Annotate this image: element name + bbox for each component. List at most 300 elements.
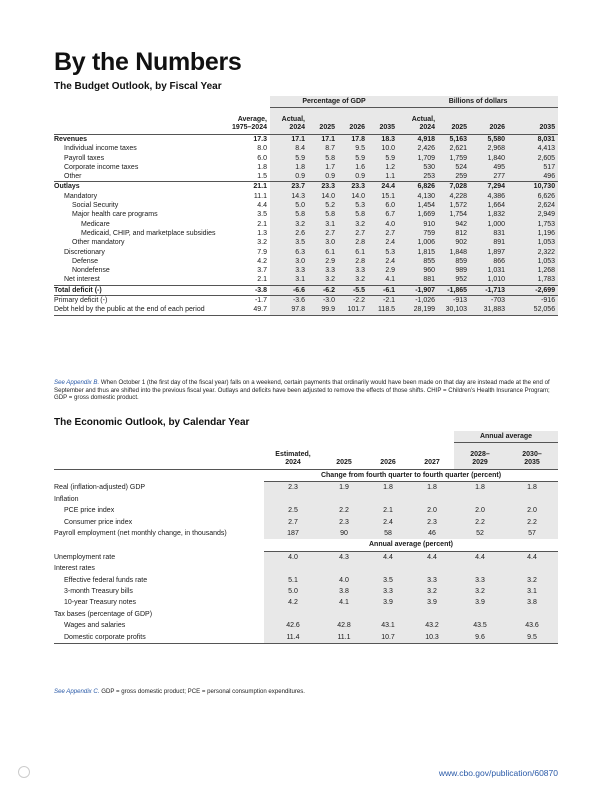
row-label: Wages and salaries	[64, 622, 126, 630]
table-cell: 5,580	[470, 135, 508, 145]
row-label: Total deficit (-)	[54, 285, 222, 295]
column-header: Average, 1975–2024	[222, 108, 270, 135]
table-cell: -6.1	[368, 285, 398, 295]
table-cell: 15.1	[368, 192, 398, 201]
page-title: By the Numbers	[54, 48, 242, 76]
table-cell: 517	[508, 163, 558, 172]
table-cell: -1,713	[470, 285, 508, 295]
table-cell	[264, 494, 322, 505]
table-cell: 4.4	[506, 551, 558, 563]
table-cell: 1,000	[470, 220, 508, 229]
table-row	[54, 163, 558, 172]
table-cell: 2,949	[508, 210, 558, 219]
table-cell: 4.2	[257, 257, 267, 265]
table-cell: 28,199	[398, 305, 438, 315]
table-cell: 3.9	[454, 597, 506, 608]
table-cell: 11.1	[253, 192, 267, 200]
table-cell: 2.3	[322, 517, 366, 528]
table-cell: 2,426	[398, 144, 438, 153]
table-cell: 2.8	[338, 257, 368, 266]
row-label: Outlays	[54, 182, 222, 192]
table-cell: 1,006	[398, 238, 438, 247]
section-header: Annual average (percent)	[264, 539, 558, 551]
table-cell: 23.7	[270, 182, 308, 192]
table-cell: 3.9	[410, 597, 454, 608]
table-cell: 891	[470, 238, 508, 247]
table-cell: 1.8	[410, 482, 454, 494]
table-cell: 11.4	[264, 632, 322, 644]
table-cell	[506, 563, 558, 574]
table-row	[54, 305, 558, 315]
table-cell: 5.9	[270, 154, 308, 163]
table-cell: 14.3	[270, 192, 308, 201]
table-cell: 7,028	[438, 182, 470, 192]
table-cell: 831	[470, 229, 508, 238]
table-cell: 43.5	[454, 620, 506, 631]
table-cell: 3.2	[454, 586, 506, 597]
table-cell: 3.8	[322, 586, 366, 597]
table-cell: 10.7	[366, 632, 410, 644]
table-cell: 4.4	[454, 551, 506, 563]
table-cell: 3.3	[410, 575, 454, 586]
table-cell: 1,897	[470, 248, 508, 257]
table-row	[54, 575, 558, 586]
table-cell: 2.4	[366, 517, 410, 528]
row-label: Tax bases (percentage of GDP)	[54, 610, 153, 618]
table-cell: 14.0	[308, 192, 338, 201]
table-cell: -1,026	[398, 296, 438, 306]
table-cell: 31,883	[470, 305, 508, 315]
table-cell	[322, 563, 366, 574]
row-label: Nondefense	[72, 267, 110, 275]
table-cell	[264, 609, 322, 620]
table-cell: 495	[470, 163, 508, 172]
table-cell: 97.8	[270, 305, 308, 315]
table-cell: -1,865	[438, 285, 470, 295]
table-cell: 24.4	[368, 182, 398, 192]
table-cell: 18.3	[368, 135, 398, 145]
table-cell: 5.9	[368, 154, 398, 163]
table-cell: -5.5	[338, 285, 368, 295]
table-cell: 17.3	[222, 135, 270, 145]
table-cell: 2.1	[366, 505, 410, 516]
table-cell: 1.8	[454, 482, 506, 494]
table-row	[54, 192, 558, 201]
table-cell: 6,626	[508, 192, 558, 201]
table-row	[54, 296, 558, 306]
table-cell: 2.2	[506, 517, 558, 528]
table-row	[54, 229, 558, 238]
table-row	[54, 505, 558, 516]
table-cell: 1.2	[368, 163, 398, 172]
table-row	[54, 597, 558, 608]
column-header: 2035	[368, 108, 398, 135]
table-cell: 0.9	[308, 172, 338, 182]
table-cell: 4.0	[322, 575, 366, 586]
table-cell: 530	[398, 163, 438, 172]
table-cell	[322, 494, 366, 505]
table-cell: 1.7	[308, 163, 338, 172]
column-header: 2025	[438, 108, 470, 135]
table-cell: 989	[438, 266, 470, 275]
appendix-b-link[interactable]: See Appendix B.	[54, 379, 100, 386]
table-cell: 1.3	[257, 229, 267, 237]
table-cell: -2,699	[508, 285, 558, 295]
table-cell: 5.0	[270, 201, 308, 210]
table-cell: 52,056	[508, 305, 558, 315]
table-row	[54, 517, 558, 528]
cbo-logo-icon	[18, 766, 30, 778]
table-cell: 1,848	[438, 248, 470, 257]
table-cell: 2.8	[338, 238, 368, 247]
table-cell	[366, 609, 410, 620]
row-label: Revenues	[54, 135, 222, 145]
table-cell: 1.8	[506, 482, 558, 494]
table-cell: 942	[438, 220, 470, 229]
table-cell: 952	[438, 275, 470, 285]
row-label: Consumer price index	[64, 518, 133, 526]
table-cell: 2.4	[368, 238, 398, 247]
table-cell: 1.8	[257, 163, 267, 171]
table-cell: 1,454	[398, 201, 438, 210]
table-cell: 855	[398, 257, 438, 266]
table-cell: 3.3	[454, 575, 506, 586]
table-row	[54, 482, 558, 494]
table-cell: 3.2	[270, 220, 308, 229]
table-cell: 1,759	[438, 154, 470, 163]
table-cell: -703	[470, 296, 508, 306]
table-cell: 866	[470, 257, 508, 266]
table-cell: 5.1	[264, 575, 322, 586]
row-label: Mandatory	[64, 192, 98, 200]
row-label: Other mandatory	[72, 239, 125, 247]
row-label: Medicaid, CHIP, and marketplace subsidies	[81, 229, 216, 237]
table-cell: 21.1	[222, 182, 270, 192]
table-cell: 3.2	[338, 220, 368, 229]
table-cell: 58	[366, 528, 410, 539]
table-cell	[322, 609, 366, 620]
table-cell: 2,605	[508, 154, 558, 163]
table-cell: 3.1	[506, 586, 558, 597]
table-cell: 1,709	[398, 154, 438, 163]
table-cell: 187	[264, 528, 322, 539]
table-cell: 5.8	[308, 210, 338, 219]
table-cell: 2,968	[470, 144, 508, 153]
column-header: 2026	[470, 108, 508, 135]
table-cell: 3.1	[308, 220, 338, 229]
table-cell: 4,918	[398, 135, 438, 145]
table-cell: 524	[438, 163, 470, 172]
row-label: Interest rates	[54, 565, 95, 573]
table-cell: 17.1	[308, 135, 338, 145]
column-header: Estimated, 2024	[264, 443, 322, 470]
table-cell: 10,730	[508, 182, 558, 192]
table-cell: 3.5	[366, 575, 410, 586]
table-cell: 23.3	[308, 182, 338, 192]
table-cell: 6,826	[398, 182, 438, 192]
budget-table-title: The Budget Outlook, by Fiscal Year	[54, 81, 222, 92]
table-cell: 8,031	[508, 135, 558, 145]
table-cell: 4.0	[264, 551, 322, 563]
table-row	[54, 172, 558, 182]
table-cell: 9.5	[338, 144, 368, 153]
economic-table	[54, 431, 558, 644]
table-cell: 4.1	[368, 275, 398, 285]
table-cell	[506, 494, 558, 505]
table-cell: 0.9	[270, 172, 308, 182]
table-cell: -2.2	[338, 296, 368, 306]
section-header-row	[54, 470, 558, 482]
table-cell: 1,754	[438, 210, 470, 219]
table-cell: 5.8	[308, 154, 338, 163]
table-cell	[454, 494, 506, 505]
group-header-annual: Annual average	[454, 431, 558, 443]
table-cell: 3.3	[366, 586, 410, 597]
row-label: Inflation	[54, 495, 79, 503]
table-cell: 2.7	[338, 229, 368, 238]
table-cell: 859	[438, 257, 470, 266]
table-cell: 43.1	[366, 620, 410, 631]
row-label: Debt held by the public at the end of each period	[54, 305, 222, 315]
table-cell: 52	[454, 528, 506, 539]
table-cell: 10.0	[368, 144, 398, 153]
table-cell: 3.8	[506, 597, 558, 608]
section-header: Change from fourth quarter to fourth quarter (percent)	[264, 470, 558, 482]
table-cell: 9.5	[506, 632, 558, 644]
table-cell: 3.9	[366, 597, 410, 608]
table-cell: 1.8	[270, 163, 308, 172]
row-label: Major health care programs	[72, 211, 158, 219]
table-cell: 4,413	[508, 144, 558, 153]
table-cell: 812	[438, 229, 470, 238]
column-header: Actual, 2024	[398, 108, 438, 135]
column-header: 2025	[322, 443, 366, 470]
row-label: Payroll employment (net monthly change, in thousands)	[54, 530, 227, 538]
table-row	[54, 266, 558, 275]
table-row	[54, 248, 558, 257]
table-cell: 2,322	[508, 248, 558, 257]
table-cell: 4.1	[322, 597, 366, 608]
row-label: Individual income taxes	[64, 145, 137, 153]
row-label: PCE price index	[64, 507, 115, 515]
table-row	[54, 563, 558, 574]
group-header-billions: Billions of dollars	[398, 96, 558, 108]
table-cell: 3.0	[270, 257, 308, 266]
table-cell: 6.0	[257, 154, 267, 162]
table-cell: 8.4	[270, 144, 308, 153]
table-cell	[366, 563, 410, 574]
table-cell: 42.6	[264, 620, 322, 631]
table-cell: 6.7	[368, 210, 398, 219]
table-cell: 1.6	[338, 163, 368, 172]
row-label: Real (inflation-adjusted) GDP	[54, 484, 146, 492]
row-label: Defense	[72, 257, 99, 265]
publication-url[interactable]: www.cbo.gov/publication/60870	[438, 768, 558, 778]
table-cell: 881	[398, 275, 438, 285]
table-cell: 101.7	[338, 305, 368, 315]
table-cell: 4.4	[410, 551, 454, 563]
table-cell: 496	[508, 172, 558, 182]
table-cell: 49.7	[222, 305, 270, 315]
table-cell: 8.7	[308, 144, 338, 153]
row-label: 3-month Treasury bills	[64, 588, 133, 596]
section-header-row	[54, 539, 558, 551]
row-label: 10-year Treasury notes	[64, 599, 136, 607]
column-header: 2026	[338, 108, 368, 135]
table-cell: 5,163	[438, 135, 470, 145]
table-cell: 1,010	[470, 275, 508, 285]
table-cell: 11.1	[322, 632, 366, 644]
table-cell: 3.2	[308, 275, 338, 285]
table-cell: 43.2	[410, 620, 454, 631]
table-cell: 2.4	[368, 257, 398, 266]
table-cell: 3.3	[338, 266, 368, 275]
table-cell: 3.2	[338, 275, 368, 285]
budget-table	[54, 96, 558, 316]
table-cell: -6.2	[308, 285, 338, 295]
group-header-pct: Percentage of GDP	[270, 96, 398, 108]
table-cell: 1,753	[508, 220, 558, 229]
table-cell: 2,621	[438, 144, 470, 153]
table-cell: 1,832	[470, 210, 508, 219]
table-cell: 4.2	[264, 597, 322, 608]
row-label: Effective federal funds rate	[64, 576, 148, 584]
table-cell: 3.3	[270, 266, 308, 275]
table-cell	[506, 609, 558, 620]
table-cell: 3.2	[506, 575, 558, 586]
table-cell: 759	[398, 229, 438, 238]
table-cell: -6.6	[270, 285, 308, 295]
table-cell: 1,815	[398, 248, 438, 257]
table-cell: 2.0	[454, 505, 506, 516]
column-header: 2028– 2029	[454, 443, 506, 470]
table-row	[54, 586, 558, 597]
table-row	[54, 154, 558, 163]
table-cell: 277	[470, 172, 508, 182]
table-cell: 5.8	[270, 210, 308, 219]
table-cell: 1.1	[368, 172, 398, 182]
column-header: 2026	[366, 443, 410, 470]
budget-note: See Appendix B. When October 1 (the first day of the fiscal year) falls on a weekend, certain payments that ordinarily would have been made on that day are instead made at the end of September and thus are shifted into the previous fiscal year. Outlays and deficits have been adjusted to remove the effects of those shifts. CHIP = Children’s Health Insurance Program; GDP = gross domestic product.	[54, 379, 550, 401]
table-cell: 2.6	[270, 229, 308, 238]
table-cell: 1,664	[470, 201, 508, 210]
table-cell: 4.4	[257, 202, 267, 210]
table-cell: 1,840	[470, 154, 508, 163]
table-cell: 2,624	[508, 201, 558, 210]
table-cell: 57	[506, 528, 558, 539]
table-cell: 8.0	[257, 145, 267, 153]
table-cell: 46	[410, 528, 454, 539]
table-cell: 2.3	[410, 517, 454, 528]
table-row	[54, 275, 558, 285]
table-cell: 4.3	[322, 551, 366, 563]
row-label: Primary deficit (-)	[54, 297, 108, 305]
table-cell: 2.2	[454, 517, 506, 528]
table-cell: 1,196	[508, 229, 558, 238]
table-cell: 42.8	[322, 620, 366, 631]
appendix-c-link[interactable]: See Appendix C.	[54, 688, 100, 695]
table-cell: -913	[438, 296, 470, 306]
table-cell: 6.1	[338, 248, 368, 257]
column-header: 2027	[410, 443, 454, 470]
table-cell: 90	[322, 528, 366, 539]
table-cell: -916	[508, 296, 558, 306]
table-cell: -1,907	[398, 285, 438, 295]
table-cell: 902	[438, 238, 470, 247]
table-cell: 17.1	[270, 135, 308, 145]
table-cell: 2.3	[264, 482, 322, 494]
table-cell: 5.3	[368, 248, 398, 257]
table-cell: 1,669	[398, 210, 438, 219]
table-cell	[264, 563, 322, 574]
table-cell: 43.6	[506, 620, 558, 631]
row-label: Other	[64, 173, 82, 181]
table-row	[54, 182, 558, 192]
table-cell: 3.7	[257, 267, 267, 275]
table-row	[54, 285, 558, 295]
table-cell: 14.0	[338, 192, 368, 201]
column-header: Actual, 2024	[270, 108, 308, 135]
column-header: 2025	[308, 108, 338, 135]
row-label: Payroll taxes	[64, 154, 105, 162]
table-row	[54, 135, 558, 145]
table-cell: 253	[398, 172, 438, 182]
table-cell: 4.4	[366, 551, 410, 563]
table-cell: 118.5	[368, 305, 398, 315]
table-cell: 2.7	[264, 517, 322, 528]
table-row	[54, 201, 558, 210]
table-cell: 10.3	[410, 632, 454, 644]
table-cell: 3.3	[308, 266, 338, 275]
table-cell	[410, 609, 454, 620]
row-label: Unemployment rate	[54, 553, 116, 561]
row-label: Corporate income taxes	[64, 163, 139, 171]
table-cell: 2.1	[257, 276, 267, 284]
table-cell: 0.9	[338, 172, 368, 182]
table-cell: 3.1	[270, 275, 308, 285]
table-cell	[410, 494, 454, 505]
table-cell: 6.3	[270, 248, 308, 257]
table-cell: 1,031	[470, 266, 508, 275]
table-cell: 2.7	[308, 229, 338, 238]
table-cell: 3.2	[257, 239, 267, 247]
table-cell: 6.0	[368, 201, 398, 210]
table-cell: 2.9	[308, 257, 338, 266]
table-row	[54, 494, 558, 505]
table-cell: 99.9	[308, 305, 338, 315]
table-cell: 7,294	[470, 182, 508, 192]
table-cell: 910	[398, 220, 438, 229]
table-cell: 17.8	[338, 135, 368, 145]
table-cell: 3.5	[257, 211, 267, 219]
column-header: 2035	[508, 108, 558, 135]
table-row	[54, 620, 558, 631]
table-cell: 1,268	[508, 266, 558, 275]
row-label: Discretionary	[64, 248, 105, 256]
table-cell: 1,572	[438, 201, 470, 210]
table-cell: 2.5	[264, 505, 322, 516]
table-cell: 4,130	[398, 192, 438, 201]
table-cell: 1.5	[257, 173, 267, 181]
table-cell: 5.3	[338, 201, 368, 210]
table-cell: 4,386	[470, 192, 508, 201]
table-row	[54, 220, 558, 229]
table-cell: 9.6	[454, 632, 506, 644]
table-cell: 5.0	[264, 586, 322, 597]
row-label: Social Security	[72, 202, 119, 210]
row-label: Net interest	[64, 276, 100, 284]
table-row	[54, 551, 558, 563]
